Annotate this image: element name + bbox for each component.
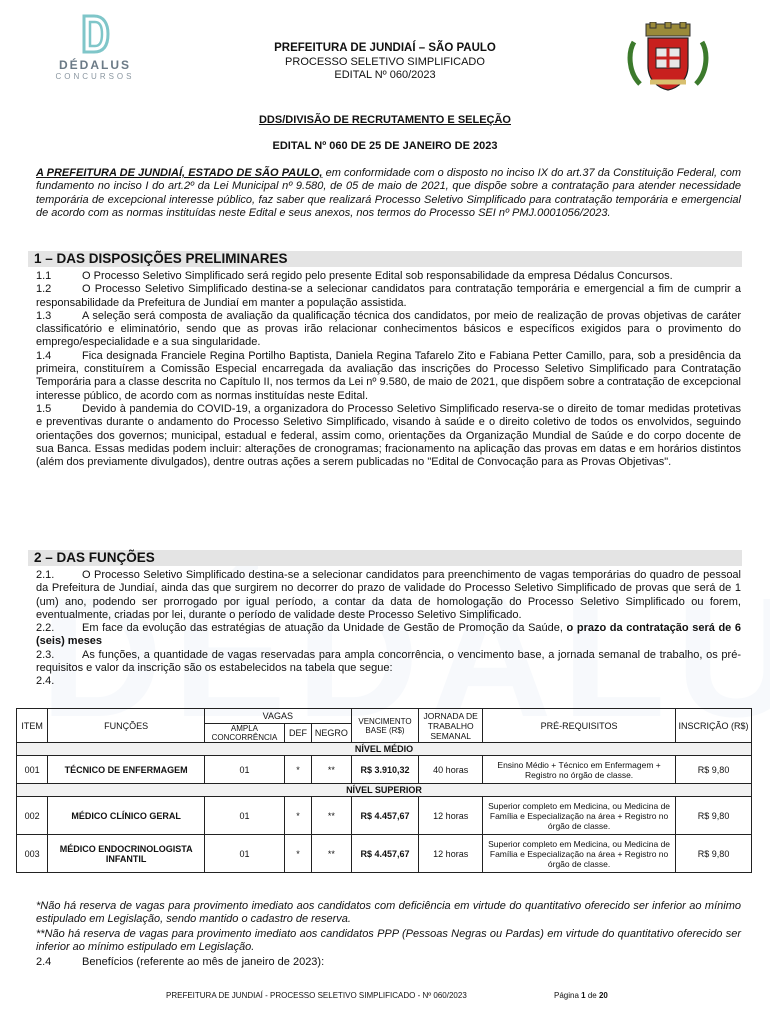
logo-name: DÉDALUS [58, 58, 131, 72]
table-row: 001 TÉCNICO DE ENFERMAGEM 01 * ** R$ 3.910,32 40 horas Ensino Médio + Técnico em Enfermagem + Registro no órgão de classe. R$ 9,80 [17, 756, 752, 784]
item-2-1: 2.1. O Processo Seletivo Simplificado destina-se a selecionar candidatos para preenchimento de vagas temporárias do quadro de pessoal da Prefeitura de Jundiaí, ainda das que surgirem no decorrer do prazo de validade do Processo Seletivo Simplificado de provas que será de 1 (um) ano, podendo ser prorrogado por igual período, a contar da data de homologação do Processo Seletivo Simplificado ou forem, eventualmente, criadas por lei, durante o período de validade deste Processo Seletivo Simplificado. [36, 569, 741, 621]
intro-lead: A PREFEITURA DE JUNDIAÍ, ESTADO DE SÃO PAULO, [36, 167, 323, 179]
th-prerequisitos: PRÉ-REQUISITOS [483, 709, 676, 743]
th-def: DEF [284, 724, 311, 743]
table-row: 003 MÉDICO ENDOCRINOLOGISTA INFANTIL 01 * ** R$ 4.457,67 12 horas Superior completo em Medicina, ou Medicina de Família e Especialização na área + Registro no órgão de classe. R$ 9,80 [17, 835, 752, 873]
th-funcoes: FUNÇÕES [48, 709, 205, 743]
th-jornada: JORNADA DE TRABALHO SEMANAL [419, 709, 483, 743]
table-row: 002 MÉDICO CLÍNICO GERAL 01 * ** R$ 4.457,67 12 horas Superior completo em Medicina, ou Medicina de Família e Especialização na área + Registro no órgão de classe. R$ 9,80 [17, 797, 752, 835]
item-1-5: 1.5 Devido à pandemia do COVID-19, a organizadora do Processo Seletivo Simplificado reserva-se o direito de tomar medidas protetivas e preventivas durante o andamento do Processo Seletivo Simplificado, visando à saúde e o direito coletivo de todos os envolvidos, seguindo orientações dos governos; municipal, estadual e federal, assim como, orientações da Organização Mundial de Saúde e do corpo docente de sua Banca. Essas medidas podem incluir: alterações de cronogramas; fracionamento na aplicação das provas em datas e em horários distintos (além dos previamente divulgados), dentre outras ações a serem publicadas no "Edital de Convocação para as Provas Objetivas". [36, 402, 741, 469]
item-2-4: 2.4. [36, 675, 55, 688]
note-ppp: **Não há reserva de vagas para provimento imediato aos candidatos PPP (Pessoas Negras ou Pardas) em virtude do quantitativo oferecido ser inferior ao mínimo estipulado em Legislação. [36, 928, 741, 954]
note-pcd: *Não há reserva de vagas para provimento imediato aos candidatos com deficiência em virtude do quantitativo oferecido ser inferior ao mínimo estipulado em Legislação, sendo mantido o cadastro de reserva. [36, 900, 741, 926]
section-1-title: 1 – DAS DISPOSIÇÕES PRELIMINARES [28, 251, 742, 267]
section-1-body [36, 270, 741, 469]
page-number: Página 1 de 20 [554, 991, 608, 1000]
vagas-table [16, 708, 752, 873]
item-1-1: 1.1 O Processo Seletivo Simplificado será regido pelo presente Edital sob responsabilidade da empresa Dédalus Concursos. [36, 270, 673, 282]
intro-paragraph [36, 167, 741, 220]
logo-subtitle: CONCURSOS [55, 72, 135, 81]
division-title: DDS/DIVISÃO DE RECRUTAMENTO E SELEÇÃO [258, 114, 511, 126]
th-ampla: AMPLA CONCORRÊNCIA [205, 724, 285, 743]
section-2-body [36, 569, 741, 689]
th-negro: NEGRO [312, 724, 351, 743]
nivel-superior-row: NÍVEL SUPERIOR [17, 784, 752, 797]
item-2-4-beneficios: 2.4 Benefícios (referente ao mês de janeiro de 2023): [36, 956, 325, 968]
th-inscricao: INSCRIÇÃO (R$) [676, 709, 752, 743]
dedalus-logo-icon [78, 12, 112, 56]
header-subtitle: PROCESSO SELETIVO SIMPLIFICADO [285, 56, 485, 68]
footer-text: PREFEITURA DE JUNDIAÍ - PROCESSO SELETIVO SIMPLIFICADO - Nº 060/2023 [166, 991, 467, 1000]
nivel-medio-row: NÍVEL MÉDIO [17, 743, 752, 756]
th-item: ITEM [17, 709, 48, 743]
th-vencimento: VENCIMENTO BASE (R$) [351, 709, 419, 743]
item-2-3: 2.3. As funções, a quantidade de vagas reservadas para ampla concorrência, o vencimento base, a jornada semanal de trabalho, os pré-requisitos e valor da inscrição são os estabelecidos na tabela que segue: [36, 648, 741, 675]
item-1-4: 1.4 Fica designada Franciele Regina Portilho Baptista, Daniela Regina Tafarelo Zito e Fabiana Petter Camillo, para, sob a presidência da primeira, constituírem a Comissão Especial encarregada da avaliação das inscrições do Processo Seletivo Simplificado para Contratação Temporária para a classe descrita no Capítulo II, nos termos da Lei nº 9.580, de maio de 2021, que dispõem sobre a contratação de excepcional interesse público, de acordo com as normas instituídas neste Edital. [36, 349, 741, 402]
intro-text: em conformidade com o disposto no inciso IX do art.37 da Constituição Federal, com fundamento no inciso I do art.2º da Lei Municipal nº 9.580, de 05 de maio de 2021, que dispõe sobre a contratação para atender necessidade temporária de excepcional interesse público, faz saber que realizará Processo Seletivo Simplificado para contratação temporária e emergencial de acordo com as normas instituídas neste Edital e seus anexos, nos termos do Processo SEI nº PMJ.0001056/2023. [36, 167, 741, 219]
item-2-2: 2.2. Em face da evolução das estratégias de atuação da Unidade de Gestão de Promoção da Saúde, o prazo da contratação será de 6 (seis) meses [36, 622, 742, 648]
dedalus-logo [40, 12, 150, 81]
header-edital: EDITAL Nº 060/2023 [334, 69, 436, 81]
jundiai-crest-icon [626, 22, 710, 94]
table-header-row [17, 709, 752, 724]
edital-date: EDITAL Nº 060 DE 25 DE JANEIRO DE 2023 [272, 140, 498, 152]
header-title: PREFEITURA DE JUNDIAÍ – SÃO PAULO [274, 42, 496, 54]
item-1-3: 1.3 A seleção será composta de avaliação da qualificação técnica dos candidatos, por meio de realização de provas objetivas de caráter classificatório e eliminatório, sendo que as provas irão relacionar conhecimentos básicos e específicos exigidos para o provimento do emprego/especialidade e a sua singularidade. [36, 309, 741, 349]
th-vagas: VAGAS [205, 709, 352, 724]
item-1-2: 1.2 O Processo Seletivo Simplificado destina-se a selecionar candidatos para contratação temporária e emergencial a fim de cumprir a responsabilidade da Prefeitura de Jundiaí em manter a população assistida. [36, 283, 741, 309]
section-2-title: 2 – DAS FUNÇÕES [28, 550, 742, 566]
